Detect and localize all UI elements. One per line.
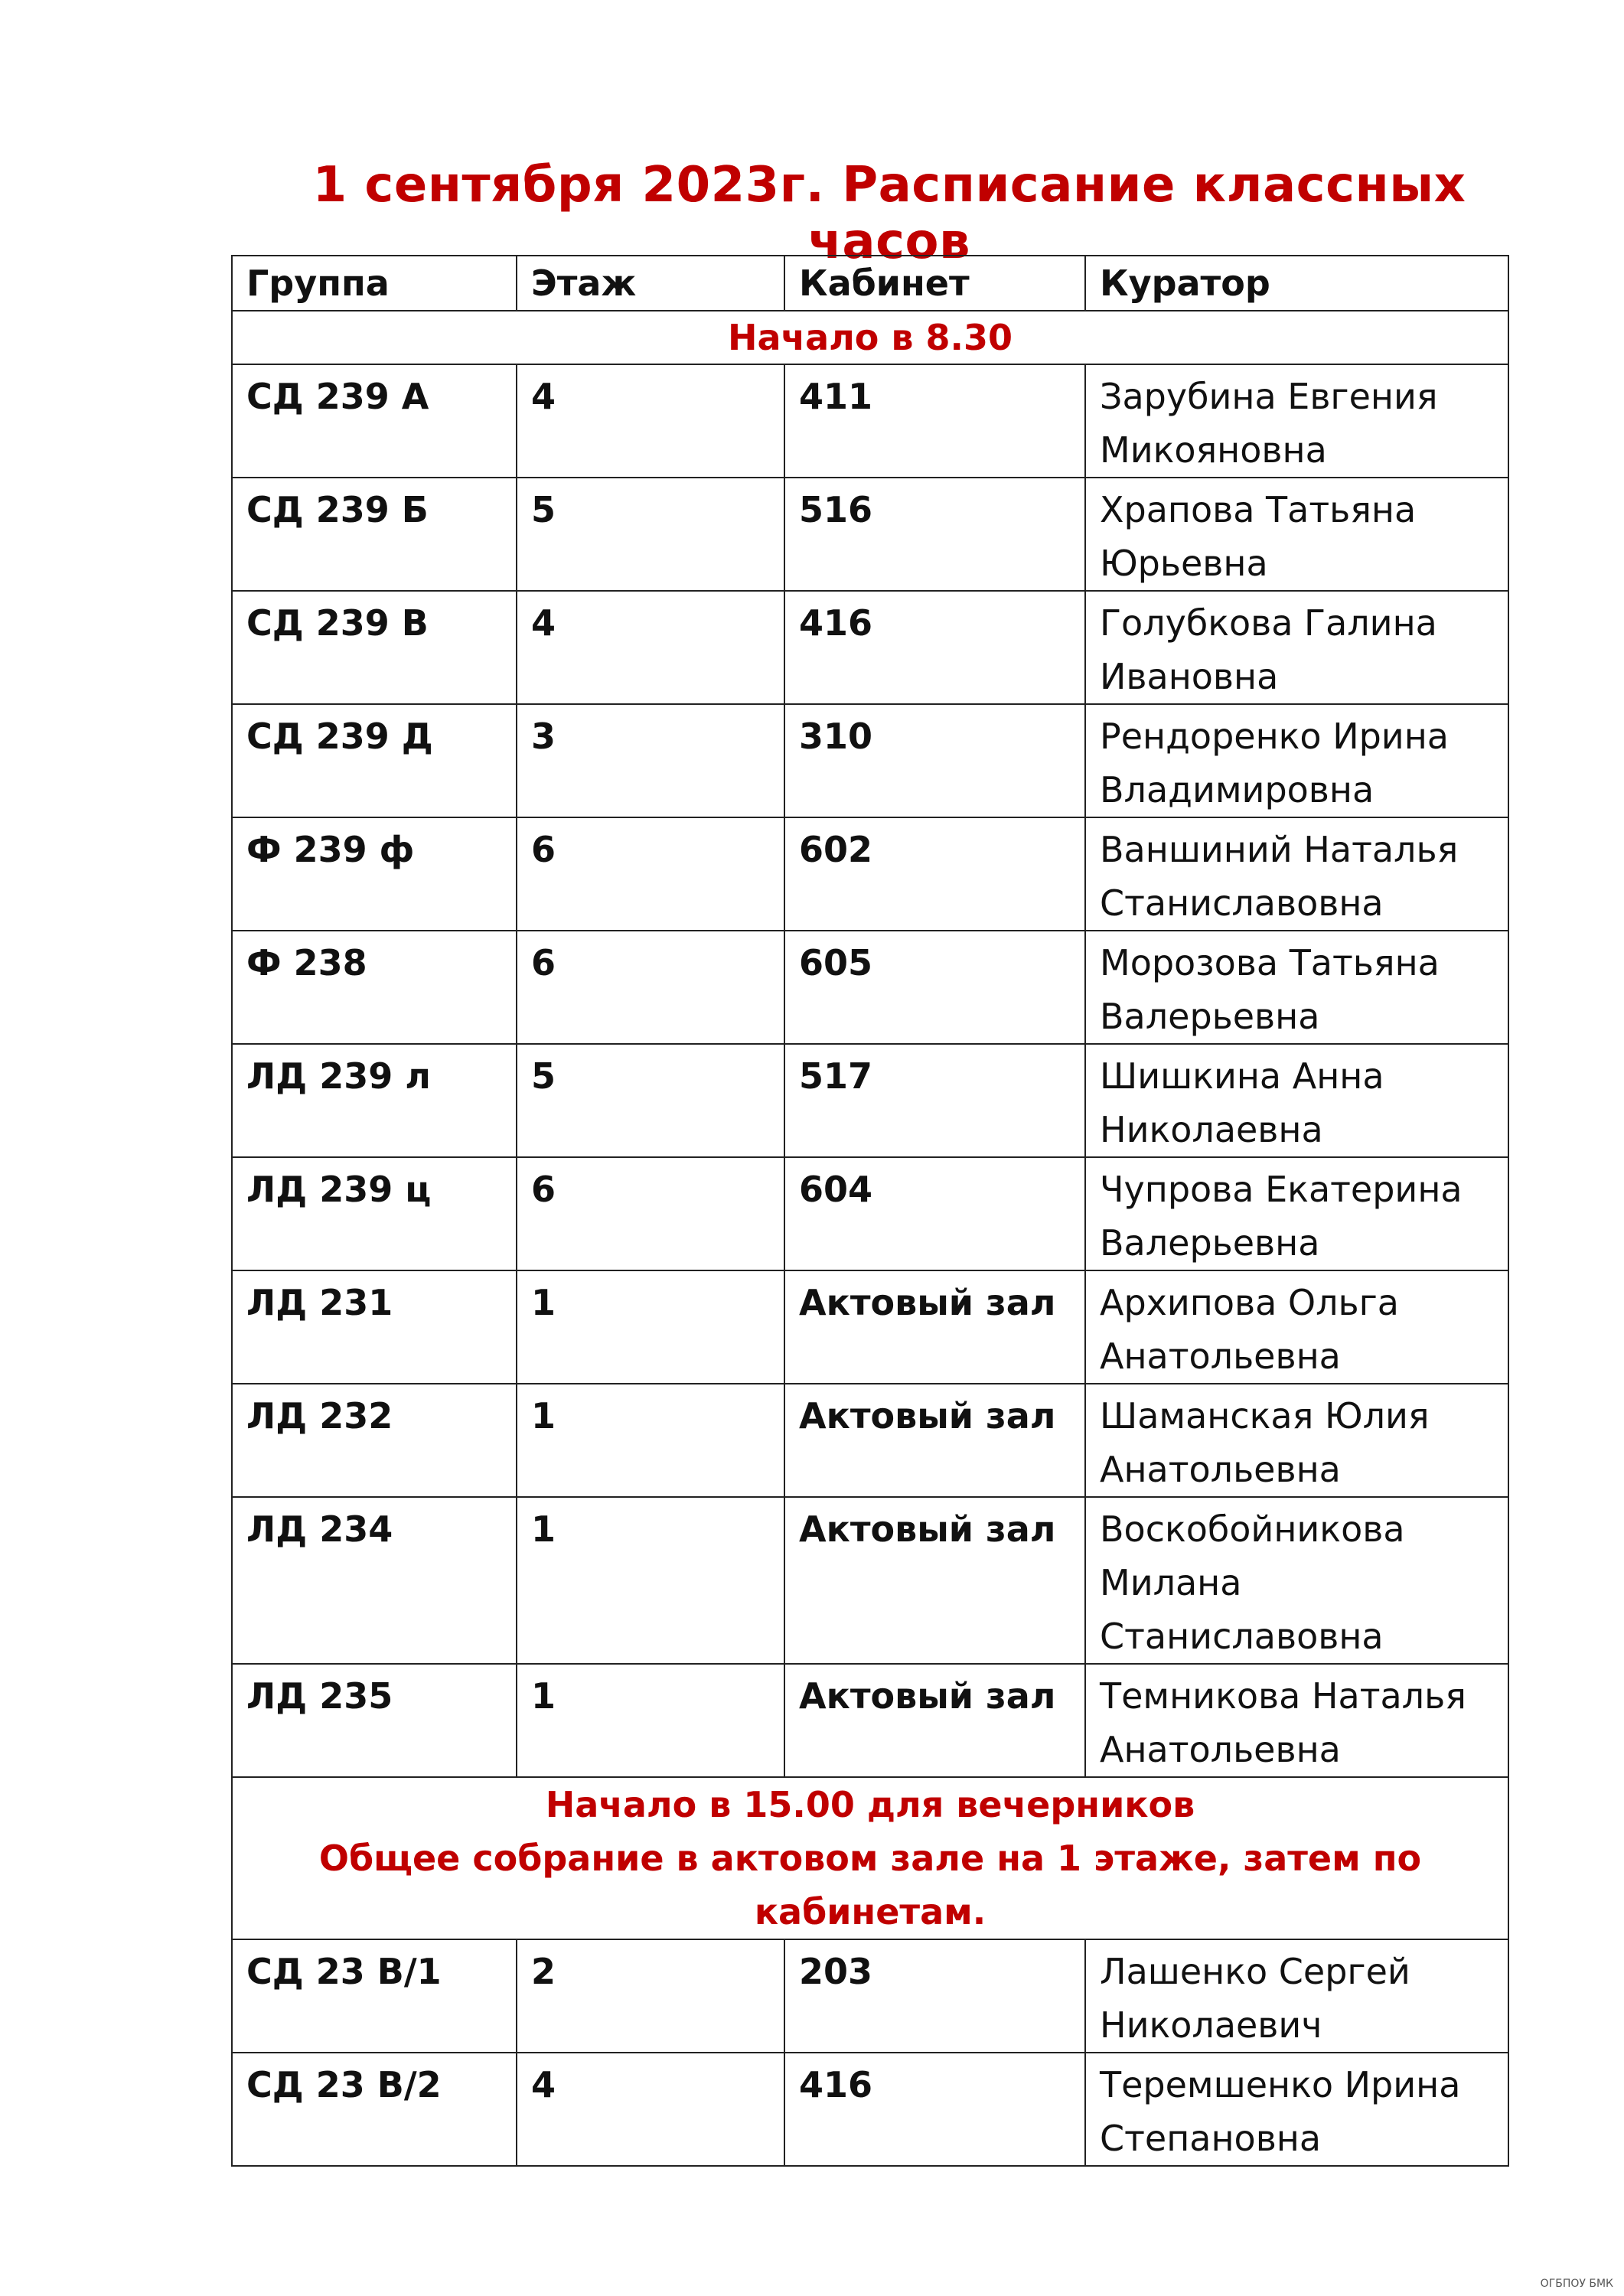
curator-cell: Храпова Татьяна Юрьевна — [1085, 478, 1508, 591]
curator-cell: Зарубина Евгения Микояновна — [1085, 364, 1508, 478]
room-cell: 203 — [784, 1939, 1085, 2053]
curator-cell: Архипова Ольга Анатольевна — [1085, 1270, 1508, 1384]
table-row — [232, 478, 1508, 591]
group-cell: СД 23 В/1 — [232, 1939, 517, 2053]
curator-cell: Ваншиний Наталья Станиславовна — [1085, 817, 1508, 931]
session2-banner — [232, 1777, 1508, 1939]
table-row — [232, 1939, 1508, 2053]
session2-banner-line2: Общее собрание в актовом зале на 1 этаже, затем по кабинетам. — [318, 1838, 1422, 1932]
curator-cell: Шаманская Юлия Анатольевна — [1085, 1384, 1508, 1497]
floor-cell: 1 — [517, 1664, 784, 1777]
group-cell: СД 239 Д — [232, 704, 517, 817]
group-cell: СД 239 А — [232, 364, 517, 478]
floor-cell: 2 — [517, 1939, 784, 2053]
room-cell: 516 — [784, 478, 1085, 591]
group-cell: ЛД 239 л — [232, 1044, 517, 1157]
table-header-row — [232, 256, 1508, 311]
floor-cell: 1 — [517, 1270, 784, 1384]
curator-cell: Шишкина Анна Николаевна — [1085, 1044, 1508, 1157]
floor-cell: 1 — [517, 1384, 784, 1497]
group-cell: Ф 238 — [232, 931, 517, 1044]
page-title: 1 сентября 2023г. Расписание классных часов — [312, 157, 1466, 270]
group-cell: ЛД 231 — [232, 1270, 517, 1384]
group-cell: ЛД 232 — [232, 1384, 517, 1497]
session1-banner: Начало в 8.30 — [232, 311, 1508, 364]
room-cell: 605 — [784, 931, 1085, 1044]
room-cell: 416 — [784, 591, 1085, 704]
table-row — [232, 1497, 1508, 1664]
table-row — [232, 364, 1508, 478]
table-row — [232, 817, 1508, 931]
room-cell: Актовый зал — [784, 1270, 1085, 1384]
room-cell: Актовый зал — [784, 1384, 1085, 1497]
session1-banner-row — [232, 311, 1508, 364]
header-floor: Этаж — [517, 256, 784, 311]
floor-cell: 6 — [517, 931, 784, 1044]
table-row — [232, 1270, 1508, 1384]
curator-cell: Лашенко Сергей Николаевич — [1085, 1939, 1508, 2053]
room-cell: 411 — [784, 364, 1085, 478]
table-row — [232, 1044, 1508, 1157]
curator-cell: Рендоренко Ирина Владимировна — [1085, 704, 1508, 817]
room-cell: 602 — [784, 817, 1085, 931]
curator-cell: Голубкова Галина Ивановна — [1085, 591, 1508, 704]
floor-cell: 3 — [517, 704, 784, 817]
floor-cell: 5 — [517, 478, 784, 591]
header-curator: Куратор — [1085, 256, 1508, 311]
table-row — [232, 1664, 1508, 1777]
floor-cell: 5 — [517, 1044, 784, 1157]
group-cell: СД 23 В/2 — [232, 2053, 517, 2166]
floor-cell: 6 — [517, 1157, 784, 1270]
group-cell: ЛД 239 ц — [232, 1157, 517, 1270]
table-row — [232, 704, 1508, 817]
room-cell: 604 — [784, 1157, 1085, 1270]
group-cell: ЛД 234 — [232, 1497, 517, 1664]
floor-cell: 4 — [517, 364, 784, 478]
schedule-table — [231, 255, 1509, 2167]
footer-label: ОГБПОУ БМК — [1540, 2278, 1613, 2290]
room-cell: 416 — [784, 2053, 1085, 2166]
table-row — [232, 2053, 1508, 2166]
table-row — [232, 931, 1508, 1044]
curator-cell: Морозова Татьяна Валерьевна — [1085, 931, 1508, 1044]
header-group: Группа — [232, 256, 517, 311]
room-cell: Актовый зал — [784, 1664, 1085, 1777]
curator-cell: Теремшенко Ирина Степановна — [1085, 2053, 1508, 2166]
room-cell: 517 — [784, 1044, 1085, 1157]
table-row — [232, 1384, 1508, 1497]
session2-banner-row — [232, 1777, 1508, 1939]
floor-cell: 4 — [517, 2053, 784, 2166]
room-cell: 310 — [784, 704, 1085, 817]
group-cell: ЛД 235 — [232, 1664, 517, 1777]
room-cell: Актовый зал — [784, 1497, 1085, 1664]
curator-cell: Темникова Наталья Анатольевна — [1085, 1664, 1508, 1777]
table-row — [232, 591, 1508, 704]
table-row — [232, 1157, 1508, 1270]
session2-banner-line1: Начало в 15.00 для вечерников — [545, 1784, 1195, 1825]
group-cell: Ф 239 ф — [232, 817, 517, 931]
group-cell: СД 239 Б — [232, 478, 517, 591]
floor-cell: 1 — [517, 1497, 784, 1664]
floor-cell: 4 — [517, 591, 784, 704]
floor-cell: 6 — [517, 817, 784, 931]
header-room: Кабинет — [784, 256, 1085, 311]
group-cell: СД 239 В — [232, 591, 517, 704]
curator-cell: Воскобойникова Милана Станиславовна — [1085, 1497, 1508, 1664]
curator-cell: Чупрова Екатерина Валерьевна — [1085, 1157, 1508, 1270]
